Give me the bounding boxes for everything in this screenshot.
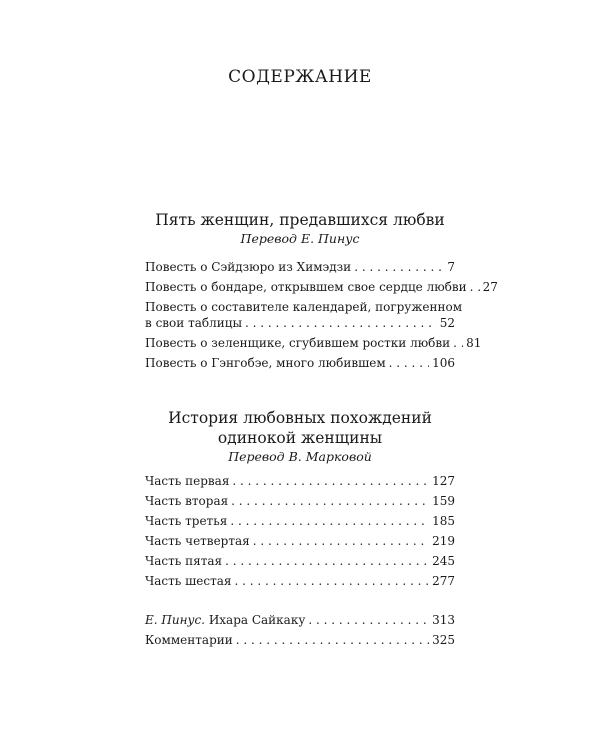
toc-entry-title: Комментарии	[145, 633, 233, 647]
toc-entry-title: Повесть о бондаре, открывшем свое сердце любви	[145, 280, 467, 294]
toc-entry-page: 159	[432, 494, 455, 508]
toc-entry-page: 325	[432, 633, 455, 647]
section-2-title-line1: История любовных похождений	[168, 409, 432, 427]
section-1-heading	[0, 210, 600, 247]
toc-entry[interactable]	[145, 299, 463, 331]
toc-entry-title-line1: Повесть о составителе календарей, погруженном	[145, 300, 463, 314]
section-2-entries	[145, 473, 455, 593]
afterword-author: Е. Пинус.	[145, 613, 205, 627]
section-2-heading	[0, 408, 600, 465]
afterword-title: Ихара Сайкаку	[208, 613, 306, 627]
toc-entry-title	[145, 612, 305, 628]
toc-entry-page: 52	[439, 316, 455, 330]
toc-entry-page: 27	[482, 280, 498, 294]
section-2-title-line2: одинокой женщины	[217, 429, 383, 447]
toc-entry-title: Часть третья	[145, 514, 228, 528]
toc-entry-afterword[interactable]	[145, 612, 455, 628]
leader-dots	[231, 493, 429, 509]
toc-entry[interactable]	[145, 473, 455, 489]
toc-entry-title: Часть пятая	[145, 554, 223, 568]
toc-entry-page: 81	[466, 336, 482, 350]
toc-entry[interactable]	[145, 553, 455, 569]
leader-dots	[236, 632, 429, 648]
toc-entry-title: Часть вторая	[145, 494, 229, 508]
toc-entry[interactable]	[145, 355, 455, 371]
toc-entry[interactable]	[145, 513, 455, 529]
toc-entry[interactable]	[145, 335, 482, 351]
leader-dots	[470, 279, 480, 295]
extras-entries	[145, 612, 455, 652]
leader-dots	[453, 335, 463, 351]
leader-dots	[232, 473, 429, 489]
leader-dots	[354, 259, 444, 275]
leader-dots	[245, 315, 437, 331]
toc-entry-title: Часть шестая	[145, 574, 232, 588]
section-1-title: Пять женщин, предавшихся любви	[155, 211, 445, 229]
toc-entry-page: 313	[432, 613, 455, 627]
toc-entry-title: Повесть о Сэйдзюро из Химэдзи	[145, 260, 352, 274]
toc-entry-title: Повесть о Гэнгобэе, много любившем	[145, 356, 386, 370]
section-2-translator: Перевод В. Марковой	[228, 449, 372, 464]
toc-entry-page: 277	[432, 574, 455, 588]
toc-entry-title: Часть первая	[145, 474, 230, 488]
toc-entry-comments[interactable]	[145, 632, 455, 648]
page-title: СОДЕРЖАНИЕ	[228, 67, 372, 87]
leader-dots	[253, 533, 429, 549]
toc-entry-page: 245	[432, 554, 455, 568]
toc-entry[interactable]	[145, 259, 455, 275]
toc-entry-title: Часть четвертая	[145, 534, 250, 548]
toc-entry[interactable]	[145, 533, 455, 549]
toc-entry-page: 106	[432, 356, 455, 370]
toc-entry-title: Повесть о зеленщике, сгубившем ростки любви	[145, 336, 451, 350]
leader-dots	[308, 612, 429, 628]
toc-entry[interactable]	[145, 279, 498, 295]
toc-entry-page: 219	[432, 534, 455, 548]
leader-dots	[225, 553, 429, 569]
section-1-translator: Перевод Е. Пинус	[240, 231, 360, 246]
toc-entry[interactable]	[145, 493, 455, 509]
toc-entry-page: 127	[432, 474, 455, 488]
leader-dots	[230, 513, 429, 529]
leader-dots	[234, 573, 429, 589]
toc-entry[interactable]	[145, 573, 455, 589]
toc-entry-title-line2: в свои таблицы	[145, 316, 242, 330]
section-1-entries	[145, 259, 498, 375]
toc-entry-page: 185	[432, 514, 455, 528]
toc-entry-page: 7	[447, 260, 455, 274]
leader-dots	[389, 355, 429, 371]
